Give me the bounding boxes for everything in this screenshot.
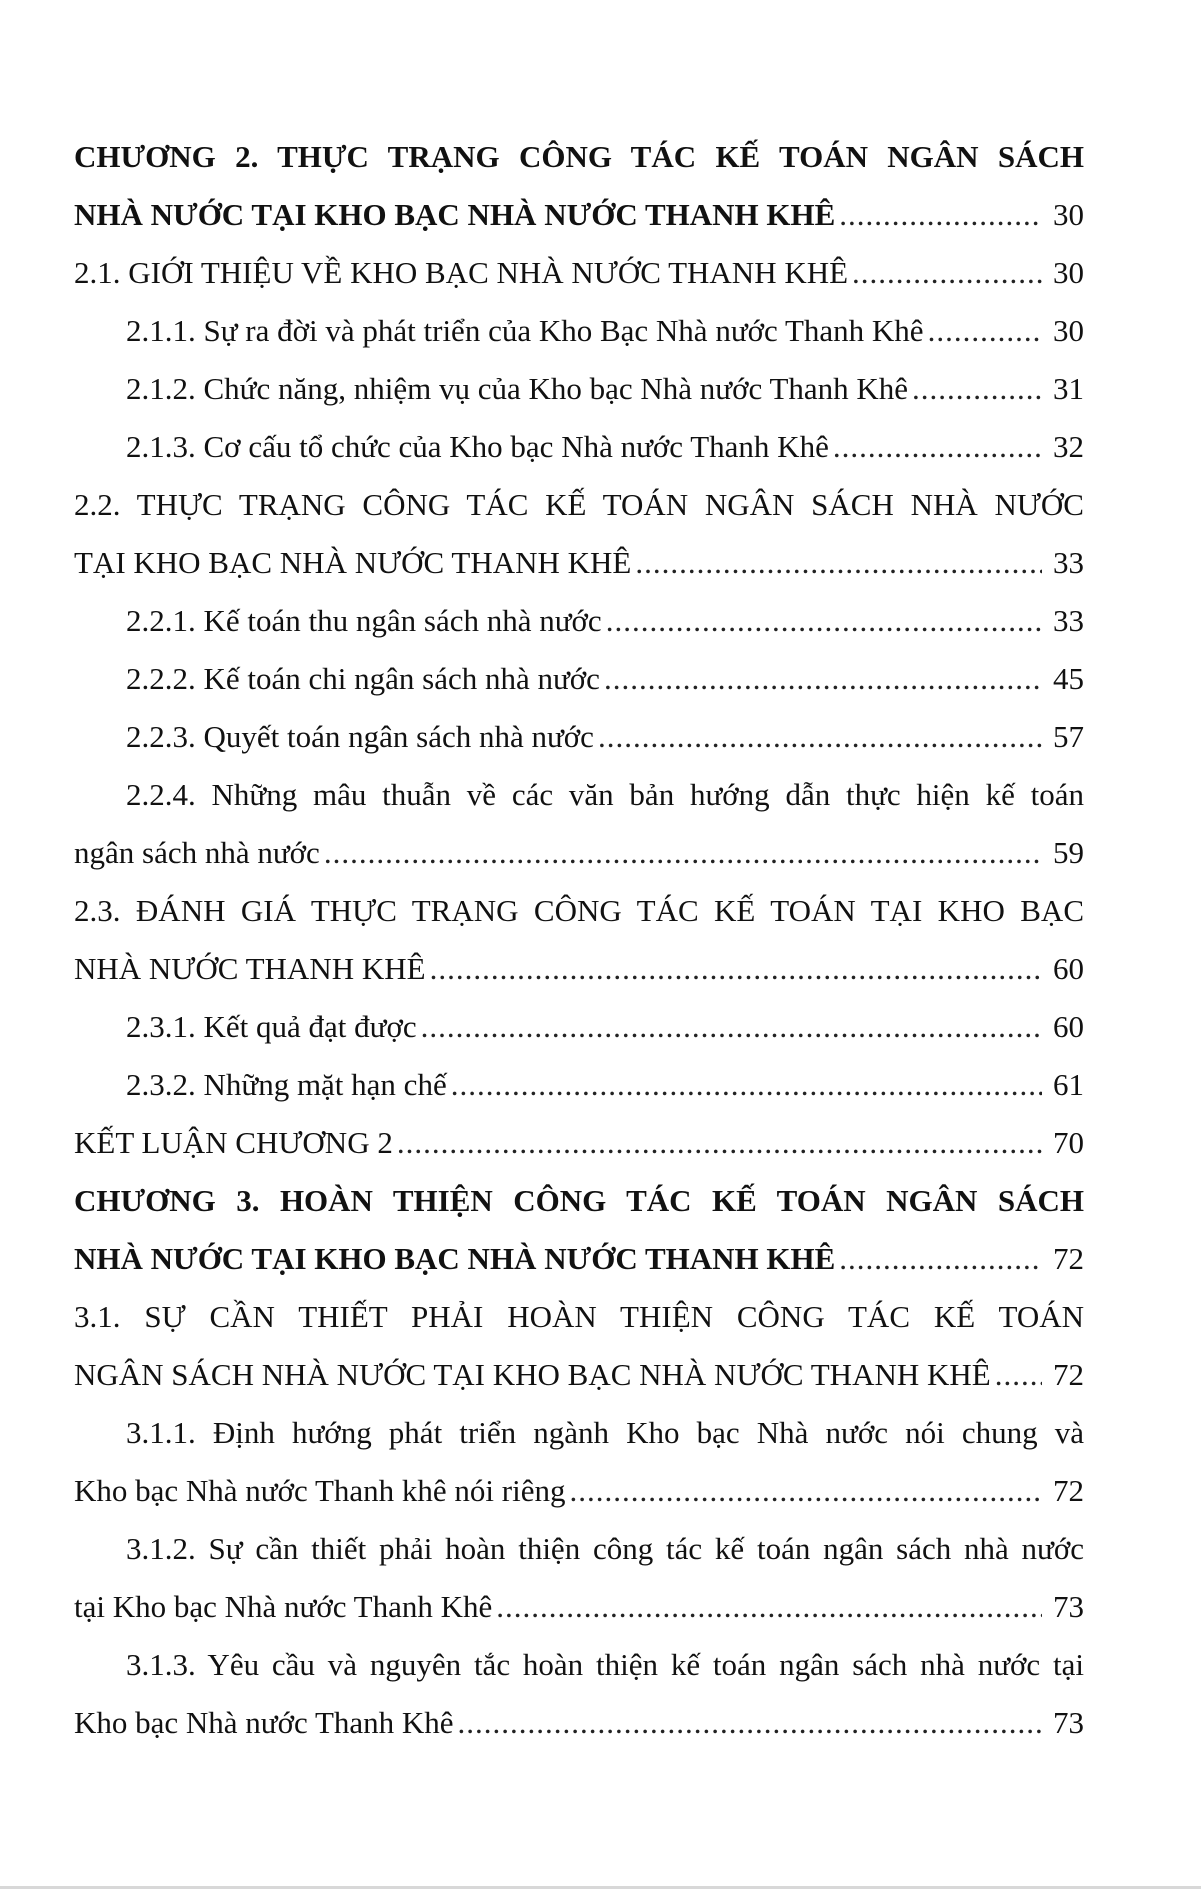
toc-entry-title: 2.1.1. Sự ra đời và phát triển của Kho Bạc Nhà nước Thanh Khê xyxy=(126,313,924,348)
toc-page-number: 30 xyxy=(1053,197,1084,232)
toc-entry-title: Kho bạc Nhà nước Thanh Khê xyxy=(74,1705,454,1740)
toc-page-number: 33 xyxy=(1053,545,1084,580)
toc-page-number: 31 xyxy=(1053,371,1084,406)
toc-entry[interactable] xyxy=(74,882,1084,940)
toc-entry-title: 2.2.2. Kế toán chi ngân sách nhà nước xyxy=(126,661,600,696)
toc-entry-title: NHÀ NƯỚC TẠI KHO BẠC NHÀ NƯỚC THANH KHÊ xyxy=(74,1241,836,1276)
dot-leader xyxy=(598,708,1042,766)
dot-leader xyxy=(324,824,1042,882)
toc-entry[interactable] xyxy=(74,1114,1084,1172)
page-bottom-edge xyxy=(0,1886,1201,1889)
toc-entry-title: ngân sách nhà nước xyxy=(74,835,320,870)
table-of-contents xyxy=(74,128,1084,1752)
dot-leader xyxy=(912,360,1042,418)
toc-entry[interactable] xyxy=(74,708,1084,766)
toc-entry[interactable] xyxy=(74,766,1084,824)
dot-leader xyxy=(451,1056,1042,1114)
toc-entry[interactable] xyxy=(74,302,1084,360)
toc-entry[interactable] xyxy=(74,940,1084,998)
toc-entry[interactable] xyxy=(74,1346,1084,1404)
toc-entry[interactable] xyxy=(74,1636,1084,1694)
toc-entry[interactable] xyxy=(74,1288,1084,1346)
toc-entry[interactable] xyxy=(74,418,1084,476)
dot-leader xyxy=(839,186,1042,244)
dot-leader xyxy=(928,302,1042,360)
dot-leader xyxy=(397,1114,1042,1172)
dot-leader xyxy=(569,1462,1042,1520)
toc-page-number: 61 xyxy=(1053,1067,1084,1102)
toc-entry-title: 2.1.2. Chức năng, nhiệm vụ của Kho bạc Nhà nước Thanh Khê xyxy=(126,371,909,406)
toc-entry-title: TẠI KHO BẠC NHÀ NƯỚC THANH KHÊ xyxy=(74,545,632,580)
toc-entry-title: 2.3.2. Những mặt hạn chế xyxy=(126,1067,447,1102)
dot-leader xyxy=(458,1694,1042,1752)
toc-entry[interactable] xyxy=(74,1172,1084,1230)
toc-page-number: 32 xyxy=(1053,429,1084,464)
toc-entry-title: NHÀ NƯỚC TẠI KHO BẠC NHÀ NƯỚC THANH KHÊ xyxy=(74,197,836,232)
dot-leader xyxy=(421,998,1042,1056)
toc-entry-title: 2.2. THỰC TRẠNG CÔNG TÁC KẾ TOÁN NGÂN SÁCH NHÀ NƯỚC xyxy=(74,487,1084,522)
toc-page-number: 70 xyxy=(1053,1125,1084,1160)
toc-entry-title: 2.2.1. Kế toán thu ngân sách nhà nước xyxy=(126,603,602,638)
toc-entry-title: 3.1.2. Sự cần thiết phải hoàn thiện công tác kế toán ngân sách nhà nước xyxy=(126,1531,1084,1566)
toc-entry[interactable] xyxy=(74,534,1084,592)
toc-entry-title: tại Kho bạc Nhà nước Thanh Khê xyxy=(74,1589,493,1624)
toc-entry-title: CHƯƠNG 3. HOÀN THIỆN CÔNG TÁC KẾ TOÁN NGÂN SÁCH xyxy=(74,1183,1084,1218)
toc-page-number: 30 xyxy=(1053,255,1084,290)
dot-leader xyxy=(604,650,1042,708)
toc-entry-title: 2.1.3. Cơ cấu tổ chức của Kho bạc Nhà nước Thanh Khê xyxy=(126,429,829,464)
toc-entry[interactable] xyxy=(74,650,1084,708)
toc-page-number: 72 xyxy=(1053,1473,1084,1508)
toc-page-number: 59 xyxy=(1053,835,1084,870)
toc-entry[interactable] xyxy=(74,1578,1084,1636)
toc-page-number: 30 xyxy=(1053,313,1084,348)
toc-entry-title: NGÂN SÁCH NHÀ NƯỚC TẠI KHO BẠC NHÀ NƯỚC THANH KHÊ xyxy=(74,1357,991,1392)
toc-page-number: 73 xyxy=(1053,1589,1084,1624)
toc-entry-title: 3.1.1. Định hướng phát triển ngành Kho bạc Nhà nước nói chung và xyxy=(126,1415,1084,1450)
toc-entry-title: 2.1. GIỚI THIỆU VỀ KHO BẠC NHÀ NƯỚC THANH KHÊ xyxy=(74,255,849,290)
toc-page-number: 72 xyxy=(1053,1357,1084,1392)
toc-entry[interactable] xyxy=(74,1056,1084,1114)
toc-entry[interactable] xyxy=(74,1404,1084,1462)
toc-entry-title: NHÀ NƯỚC THANH KHÊ xyxy=(74,951,426,986)
toc-entry[interactable] xyxy=(74,1694,1084,1752)
toc-entry[interactable] xyxy=(74,476,1084,534)
toc-entry-title: 2.3.1. Kết quả đạt được xyxy=(126,1009,417,1044)
toc-entry[interactable] xyxy=(74,244,1084,302)
dot-leader xyxy=(496,1578,1042,1636)
toc-entry-title: Kho bạc Nhà nước Thanh khê nói riêng xyxy=(74,1473,566,1508)
toc-entry-title: CHƯƠNG 2. THỰC TRẠNG CÔNG TÁC KẾ TOÁN NGÂN SÁCH xyxy=(74,139,1084,174)
dot-leader xyxy=(839,1230,1042,1288)
toc-entry[interactable] xyxy=(74,1520,1084,1578)
toc-entry-title: 2.2.4. Những mâu thuẫn về các văn bản hướng dẫn thực hiện kế toán xyxy=(126,777,1084,812)
toc-entry[interactable] xyxy=(74,128,1084,186)
toc-entry[interactable] xyxy=(74,592,1084,650)
toc-entry-title: 3.1.3. Yêu cầu và nguyên tắc hoàn thiện kế toán ngân sách nhà nước tại xyxy=(126,1647,1084,1682)
toc-entry[interactable] xyxy=(74,998,1084,1056)
dot-leader xyxy=(635,534,1042,592)
toc-page-number: 60 xyxy=(1053,951,1084,986)
toc-entry-title: 2.3. ĐÁNH GIÁ THỰC TRẠNG CÔNG TÁC KẾ TOÁN TẠI KHO BẠC xyxy=(74,893,1084,928)
toc-entry-title: 3.1. SỰ CẦN THIẾT PHẢI HOÀN THIỆN CÔNG TÁC KẾ TOÁN xyxy=(74,1299,1084,1334)
toc-entry[interactable] xyxy=(74,360,1084,418)
toc-entry-title: 2.2.3. Quyết toán ngân sách nhà nước xyxy=(126,719,594,754)
dot-leader xyxy=(430,940,1042,998)
dot-leader xyxy=(606,592,1042,650)
dot-leader xyxy=(852,244,1042,302)
toc-entry[interactable] xyxy=(74,1230,1084,1288)
toc-entry[interactable] xyxy=(74,186,1084,244)
toc-page-number: 45 xyxy=(1053,661,1084,696)
toc-page-number: 33 xyxy=(1053,603,1084,638)
dot-leader xyxy=(833,418,1042,476)
toc-page-number: 72 xyxy=(1053,1241,1084,1276)
toc-page-number: 57 xyxy=(1053,719,1084,754)
toc-entry-title: KẾT LUẬN CHƯƠNG 2 xyxy=(74,1125,393,1160)
dot-leader xyxy=(995,1346,1042,1404)
toc-page-number: 60 xyxy=(1053,1009,1084,1044)
toc-entry[interactable] xyxy=(74,1462,1084,1520)
toc-entry[interactable] xyxy=(74,824,1084,882)
toc-page-number: 73 xyxy=(1053,1705,1084,1740)
